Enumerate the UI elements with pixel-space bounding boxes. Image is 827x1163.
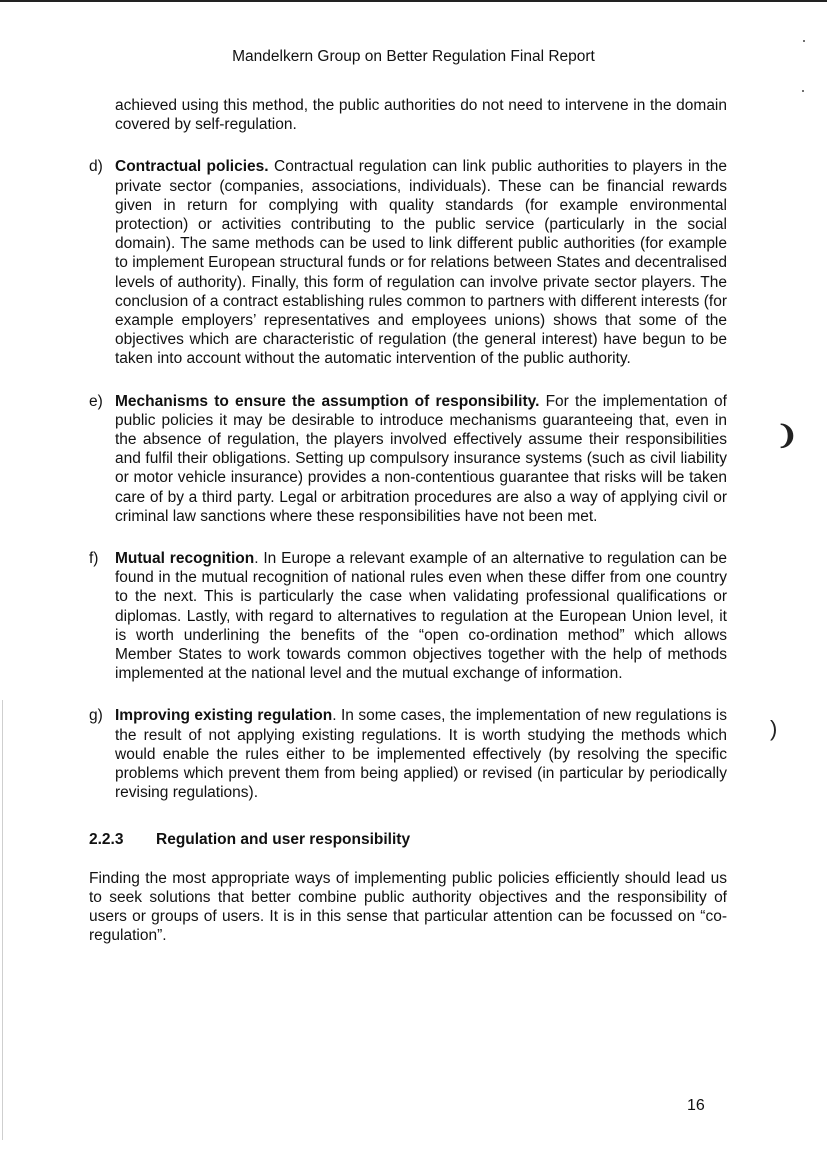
- section-title: Regulation and user responsibility: [156, 830, 411, 848]
- list-item-letter: f): [89, 550, 99, 568]
- list-item-text: . In Europe a relevant example of an alternative to regulation can be found in the mutual recognition of national rules even when these differ from one country to the next. This is particularly the case when validating professional qualifications or diplomas. Lastly, with regard to alternatives to regulation at the European Union level, it is worth underlining the benefits of the “open co-ordination method” which allows Member States to work towards common objectives together with the help of methods implemented at the national level and the mutual exchange of information.: [115, 550, 727, 683]
- page-content: [89, 96, 727, 946]
- list-item-title: Mutual recognition: [115, 550, 255, 568]
- scan-edge-line: [2, 700, 3, 1140]
- list-item-d: [89, 157, 727, 368]
- section-number: 2.2.3: [89, 830, 124, 848]
- scan-speck: [802, 90, 804, 92]
- section-paragraph: Finding the most appropriate ways of implementing public policies efficiently should lead us to seek solutions that better combine public authority objectives and the responsibility of users or groups of users. It is in this sense that particular attention can be focussed on “co-regulation”.: [89, 869, 727, 945]
- list-item-text: Contractual regulation can link public authorities to players in the private sector (companies, associations, individuals). These can be financial rewards given in return for complying with quality standards (for example environmental protection) or activities contributing to the public service (particularly in the social domain). The same methods can be used to link different public authorities (for example to implement European structural funds or for relations between States and decentralised levels of authority). Finally, this form of regulation can involve private sector players. The conclusion of a contract establishing rules common to partners with different interests (for example employers’ representatives and employees unions) shows that some of the objectives which are characteristic of regulation (the general interest) have begun to be taken into account without the automatic intervention of the public authority.: [115, 158, 727, 368]
- list-item-g: [89, 706, 727, 802]
- list-item-title: Improving existing regulation: [115, 707, 333, 725]
- scan-speck: [803, 40, 805, 42]
- page-header: Mandelkern Group on Better Regulation Final Report: [232, 48, 595, 65]
- list-item-paragraph: [115, 392, 727, 526]
- page-number: 16: [687, 1097, 705, 1114]
- list-item-title: Contractual policies.: [115, 158, 269, 176]
- list-item-paragraph: [115, 706, 727, 802]
- list-item-text: For the implementation of public policies it may be desirable to introduce mechanisms guaranteeing that, even in the absence of regulation, the players involved effectively assume their responsibilities and fulfil their obligations. Setting up compulsory insurance systems (such as civil liability or motor vehicle insurance) provides a non-contentious guarantee that risks will be taken care of by a third party. Legal or arbitration procedures are also a way of applying civil or criminal law sanctions where these responsibilities have not been met.: [115, 392, 727, 525]
- list-item-letter: d): [89, 158, 103, 176]
- top-rule: [0, 0, 827, 2]
- intro-paragraph: achieved using this method, the public authorities do not need to intervene in the domain covered by self-regulation.: [115, 97, 727, 134]
- list-item-letter: e): [89, 392, 103, 410]
- list-item-letter: g): [89, 707, 103, 725]
- list-item-e: [89, 392, 727, 526]
- binder-hole-mark: ❩: [776, 420, 798, 450]
- list-item-f: [89, 549, 727, 683]
- list-item-text: . In some cases, the implementation of new regulations is the result of not applying existing regulations. It is worth studying the methods which would enable the rules either to be implemented effectively (by resolving the specific problems which prevent them from being applied) or revised (in particular by periodically revising regulations).: [115, 707, 727, 802]
- list-item-paragraph: [115, 157, 727, 368]
- list-item-title: Mechanisms to ensure the assumption of responsibility.: [115, 392, 540, 410]
- binder-hole-mark: ): [770, 716, 778, 741]
- list-item-paragraph: [115, 549, 727, 683]
- section-heading: [89, 830, 727, 849]
